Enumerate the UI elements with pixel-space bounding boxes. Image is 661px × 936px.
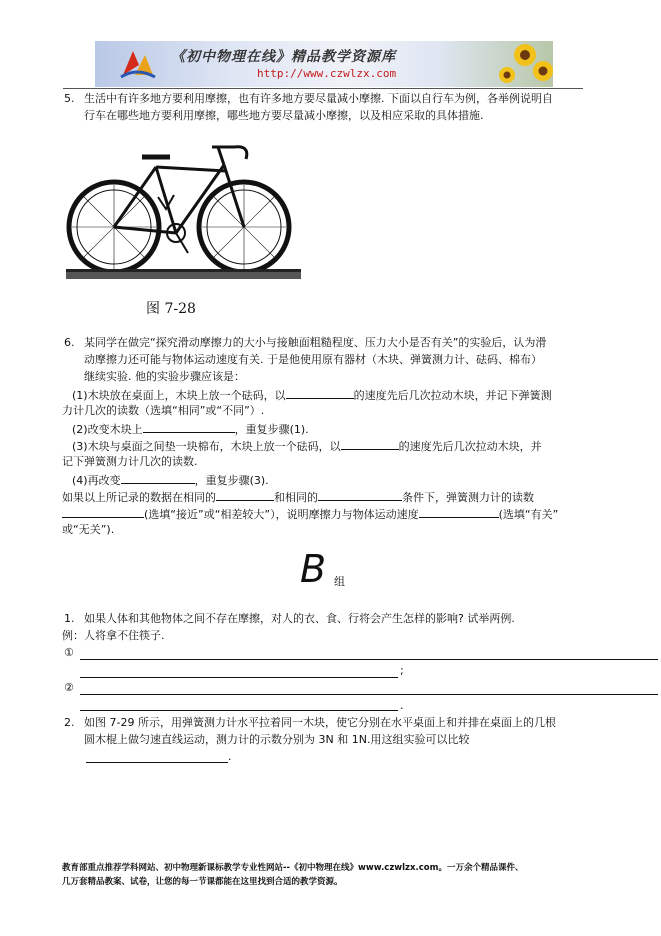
section-b-label: 组 <box>334 575 345 588</box>
sunflower-icon <box>493 41 553 87</box>
q6-conclusion-e: (选填“有关” <box>498 508 559 521</box>
footer-line2: 几万套精品教案、试卷，让您的每一节课都能在这里找到合适的教学资源。 <box>62 877 343 887</box>
q6-conclusion-b: 和相同的 <box>274 491 318 504</box>
q6-text-line3: 继续实验. 他的实验步骤应该是： <box>84 370 245 383</box>
b1-number: 1. <box>64 612 75 625</box>
answer-line-1a[interactable] <box>80 659 658 660</box>
q6-conclusion-d: (选填“接近”或“相差较大”），说明摩擦力与物体运动速度 <box>144 508 419 521</box>
q6-conclusion-a: 如果以上所记录的数据在相同的 <box>62 491 216 504</box>
logo-icon <box>117 45 157 83</box>
b1-text: 如果人体和其他物体之间不存在摩擦，对人的衣、食、行将会产生怎样的影响? 试举两例. <box>84 612 515 625</box>
b1-period: . <box>400 699 404 712</box>
bicycle-figure <box>66 135 306 285</box>
q6-step3 <box>72 438 542 454</box>
b2-number: 2. <box>64 716 75 729</box>
q6-step4 <box>72 472 269 488</box>
blank-step4-change[interactable] <box>121 472 195 484</box>
answer-line-2a[interactable] <box>80 694 658 695</box>
q6-step4-text-a: (4)再改变 <box>72 474 121 487</box>
q6-step3-text-a: (3)木块与桌面之间垫一块棉布，木块上放一个砝码，以 <box>72 440 341 453</box>
answer-line-1b[interactable] <box>80 677 398 678</box>
q6-step3-cont: 记下弹簧测力计几次的读数. <box>62 455 198 468</box>
b2-period: . <box>228 750 232 763</box>
q6-conclusion-line2 <box>62 506 558 522</box>
blank-conclusion-3[interactable] <box>62 506 144 518</box>
header-banner <box>95 41 553 87</box>
banner-title: 《初中物理在线》精品教学资源库 <box>171 49 396 65</box>
blank-conclusion-4[interactable] <box>419 506 499 518</box>
q6-step4-text-b: ，重复步骤(3). <box>194 474 269 487</box>
q6-text-line2: 动摩擦力还可能与物体运动速度有关. 于是他使用原有器材（木块、弹簧测力计、砝码、棉布） <box>84 353 542 366</box>
answer-line-2b[interactable] <box>80 710 398 711</box>
header-rule <box>63 88 583 89</box>
b2-text-line2: 圆木棍上做匀速直线运动，测力计的示数分别为 3N 和 1N.用这组实验可以比较 <box>84 733 470 746</box>
q6-conclusion-c: 条件下，弹簧测力计的读数 <box>402 491 534 504</box>
q6-step1-text-b: 的速度先后几次拉动木块，并记下弹簧测 <box>353 389 552 402</box>
q6-number: 6. <box>64 336 75 349</box>
q6-step2-text-a: (2)改变木块上 <box>72 423 143 436</box>
blank-step3-speed[interactable] <box>341 438 399 450</box>
b2-text-line1: 如图 7-29 所示，用弹簧测力计水平拉着同一木块，使它分别在水平桌面上和并排在桌面上的几根 <box>84 716 556 729</box>
b1-mark-2: ② <box>64 681 74 694</box>
banner-url[interactable]: http://www.czwlzx.com <box>257 67 397 80</box>
q6-conclusion-line1 <box>62 489 534 505</box>
blank-step2-change[interactable] <box>143 421 235 433</box>
q6-text-line1: 某同学在做完“探究滑动摩擦力的大小与接触面粗糙程度、压力大小是否有关”的实验后，认为滑 <box>84 336 547 349</box>
q6-step3-text-b: 的速度先后几次拉动木块，并 <box>398 440 542 453</box>
q6-step2-text-b: ，重复步骤(1). <box>234 423 309 436</box>
q6-step1-cont: 力计几次的读数（选填“相同”或“不同”）. <box>62 404 265 417</box>
section-b-letter: B <box>300 547 327 591</box>
answer-line-b2[interactable] <box>86 762 228 763</box>
footer-line1: 教育部重点推荐学科网站、初中物理新课标教学专业性网站--《初中物理在线》www.czwlzx.com。一万余个精品课件、 <box>62 863 524 873</box>
b1-example: 例：人将拿不住筷子. <box>62 629 165 642</box>
figure-caption: 图 7-28 <box>146 301 196 317</box>
blank-conclusion-2[interactable] <box>318 489 402 501</box>
q5-number: 5. <box>64 92 75 105</box>
q6-conclusion-line3: 或“无关”). <box>62 523 115 536</box>
q5-text-line1: 生活中有许多地方要利用摩擦，也有许多地方要尽量减小摩擦. 下面以自行车为例，各举例说明自 <box>84 92 553 105</box>
q5-text-line2: 行车在哪些地方要利用摩擦，哪些地方要尽量减小摩擦，以及相应采取的具体措施. <box>84 109 484 122</box>
blank-step1-speed[interactable] <box>286 387 354 399</box>
q6-step1-text-a: (1)木块放在桌面上，木块上放一个砝码，以 <box>72 389 286 402</box>
q6-step2 <box>72 421 309 437</box>
b1-mark-1: ① <box>64 646 74 659</box>
b1-semicolon: ; <box>400 664 404 677</box>
blank-conclusion-1[interactable] <box>216 489 274 501</box>
q6-step1 <box>72 387 552 403</box>
